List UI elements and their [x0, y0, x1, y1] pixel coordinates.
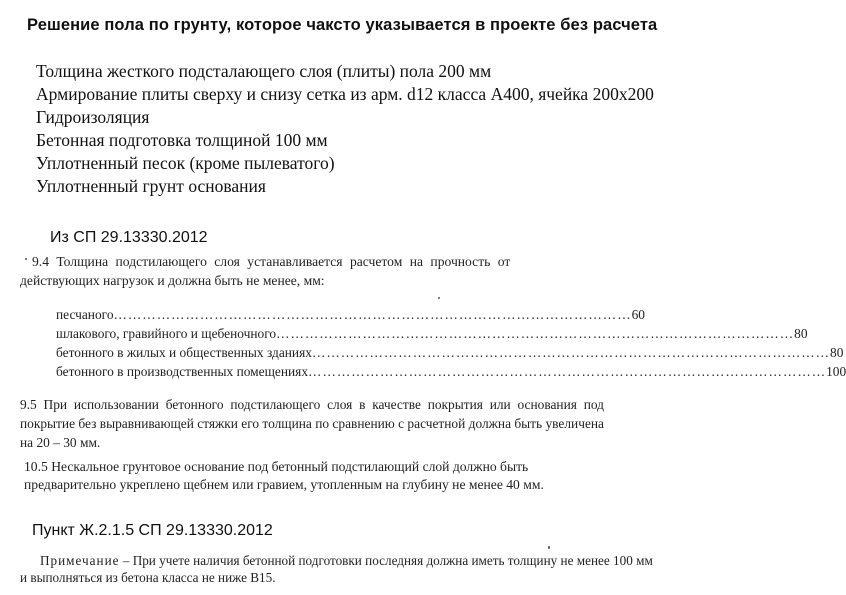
- clause-9-4-line2: действующих нагрузок и должна быть не менее, мм:: [20, 273, 325, 288]
- leader-dots: ………………………………………………………………………………………………: [113, 307, 632, 322]
- page-title: Решение пола по грунту, которое чаксто указывается в проекте без расчета: [27, 16, 658, 34]
- row-name: шлакового, гравийного и щебеночного: [56, 326, 277, 341]
- layer-item: Гидроизоляция: [36, 107, 150, 127]
- layer-item: Уплотненный грунт основания: [36, 176, 266, 196]
- clause-9-4-line1: 9.4 Толщина подстилающего слоя устанавливается расчетом на прочность от: [32, 254, 511, 269]
- row-value: 80: [794, 326, 808, 341]
- row-value: 100: [826, 364, 846, 379]
- scan-speck: [438, 297, 440, 299]
- leader-dots: ………………………………………………………………………………………………: [308, 364, 827, 379]
- layer-item: Бетонная подготовка толщиной 100 мм: [36, 130, 328, 150]
- layer-item: Армирование плиты сверху и снизу сетка из арм. d12 класса А400, ячейка 200х200: [36, 84, 654, 104]
- note-text: – При учете наличия бетонной подготовки последняя должна иметь толщину не менее 100 мм и выполняться из бетона класса не ниже В15.: [20, 553, 653, 585]
- table-row: [56, 343, 844, 362]
- table-row: [56, 305, 645, 324]
- row-value: 80: [830, 345, 844, 360]
- row-value: 60: [631, 307, 645, 322]
- min-thickness-table: [56, 305, 846, 381]
- row-name: песчаного: [56, 307, 114, 322]
- table-row: [56, 362, 846, 381]
- floor-layers-list: [36, 60, 654, 198]
- layer-item: Толщина жесткого подсталающего слоя (плиты) пола 200 мм: [36, 61, 492, 81]
- leader-dots: ………………………………………………………………………………………………: [276, 326, 795, 341]
- source-label-sp: Из СП 29.13330.2012: [50, 229, 208, 246]
- scan-speck: [548, 546, 550, 549]
- table-row: [56, 324, 808, 343]
- source-label-point: Пункт Ж.2.1.5 СП 29.13330.2012: [32, 522, 273, 539]
- clause-10-5: 10.5 Нескальное грунтовое основание под бетонный подстилающий слой должно быть предварительно укреплено щебнем или гравием, утопленным на глубину не менее 40 мм.: [24, 459, 544, 492]
- note-label: Примечание: [40, 553, 120, 568]
- clause-9-5: 9.5 При использовании бетонного подстилающего слоя в качестве покрытия или основания под покрытие без выравнивающей стяжки его толщина по сравнению с расчетной должна быть увеличена на 20 – 30 мм.: [20, 397, 605, 450]
- layer-item: Уплотненный песок (кроме пылеватого): [36, 153, 335, 173]
- clause-9-4: [20, 252, 600, 290]
- leader-dots: ………………………………………………………………………………………………: [311, 345, 831, 360]
- row-name: бетонного в производственных помещениях: [56, 364, 309, 379]
- scan-speck: [25, 258, 27, 260]
- note-paragraph: [20, 552, 660, 586]
- row-name: бетонного в жилых и общественных зданиях: [56, 345, 312, 360]
